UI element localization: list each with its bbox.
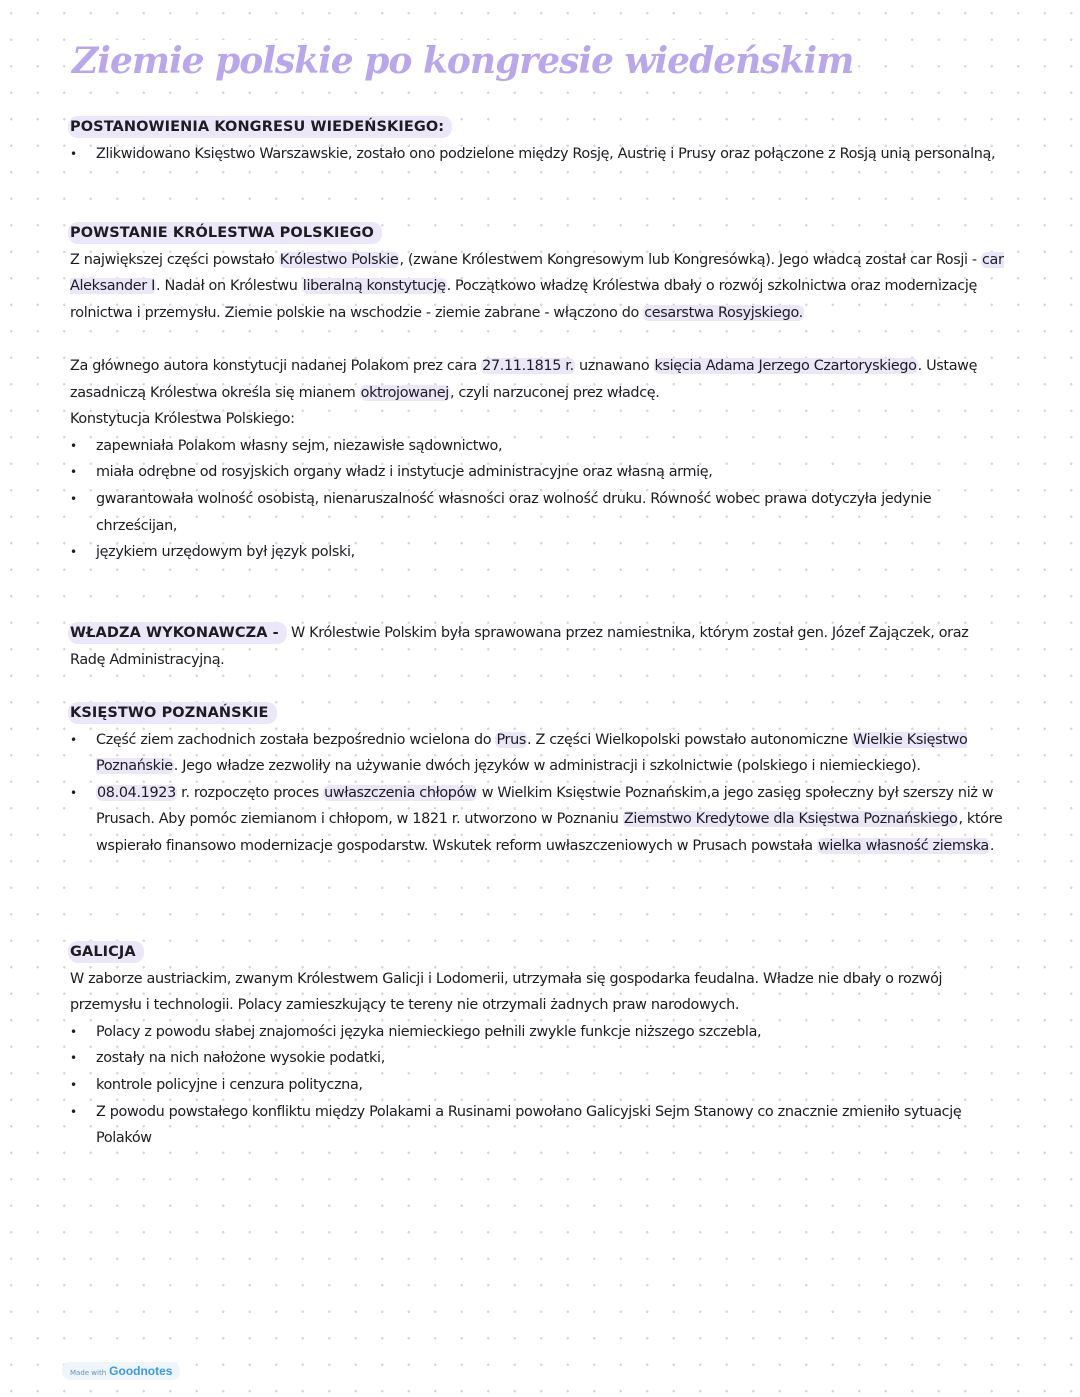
text-segment: , (zwane Królestwem Kongresowym lub Kongresówką). Jego władcą został car Rosji - — [399, 251, 981, 268]
bullet-item — [70, 141, 1005, 168]
bullet-item — [70, 727, 1005, 780]
section-duchy-of-poznan — [70, 700, 1005, 860]
bullet-item — [70, 1099, 1005, 1152]
highlighted-text: 27.11.1815 r. — [482, 357, 574, 374]
section-executive-power — [70, 620, 1005, 673]
highlighted-text: 08.04.1923 — [97, 784, 176, 801]
text-segment: . Z części Wielkopolski powstało autonomiczne — [527, 731, 853, 748]
paragraph — [70, 620, 1005, 673]
text-segment: miała odrębne od rosyjskich organy władz i instytucje administracyjne oraz własną armię, — [96, 464, 713, 481]
executive-power-text: W Królestwie Polskim była sprawowana przez namiestnika, którym został gen. Józef Zajączek, oraz Radę Administracyjną. — [70, 625, 969, 668]
goodnotes-badge — [62, 1362, 180, 1380]
text-segment: uznawano — [574, 357, 654, 374]
highlighted-text: księcia Adama Jerzego Czartoryskiego — [654, 357, 917, 374]
section-heading: WŁADZA WYKONAWCZA - — [68, 622, 287, 644]
paragraph — [70, 247, 1005, 327]
bullet-item — [70, 486, 1005, 539]
highlighted-text: car Aleksander I — [70, 251, 1004, 295]
text-segment: . Ustawę zasadniczą Królestwa określa się mianem — [70, 357, 978, 401]
paragraph — [70, 353, 1005, 406]
section-heading: POSTANOWIENIA KONGRESU WIEDEŃSKIEGO: — [68, 116, 452, 138]
text-segment: Część ziem zachodnich została bezpośrednio wcielona do — [96, 731, 496, 748]
text-segment: Z największej części powstało — [70, 251, 279, 268]
highlighted-text: Królestwo Polskie — [279, 251, 399, 268]
text-segment: . — [989, 837, 995, 854]
text-segment: , czyli narzuconej prez władcę. — [449, 384, 660, 401]
bullet-item — [70, 433, 1005, 460]
text-segment: W zaborze austriackim, zwanym Królestwem Galicji i Lodomerii, utrzymała się gospodarka feudalna. Władze nie dbały o rozwój przemysłu i technologii. Polacy zamieszkujący te tereny nie otrzymali żadnych praw narodowych. — [70, 970, 943, 1014]
section-heading: GALICJA — [68, 941, 144, 963]
bullet-list — [70, 141, 1005, 168]
section-kingdom-of-poland — [70, 220, 1005, 566]
bullet-item — [70, 539, 1005, 566]
bullet-item — [70, 459, 1005, 486]
text-segment: , które wspierało finansowo modernizacje gospodarstw. Wskutek reform uwłaszczeniowych w Prusach powstała — [96, 811, 1003, 854]
highlighted-text: liberalną konstytucję — [302, 278, 446, 295]
bullet-item — [70, 1072, 1005, 1099]
section-congress-decisions — [70, 114, 1005, 167]
text-segment: zostały na nich nałożone wysokie podatki, — [96, 1050, 385, 1067]
text-segment: . Początkowo władzę Królestwa dbały o rozwój szkolnictwa oraz modernizację rolnictwa i przemysłu. Ziemie polskie na wschodzie - ziemie zabrane - włączono do — [70, 278, 977, 321]
text-segment: w Wielkim Księstwie Poznańskim,a jego zasięg społeczny był szerszy niż w Prusach. Aby pomóc ziemianom i chłopom, w 1821 r. utworzono w Poznaniu — [96, 784, 994, 828]
text-segment: . Jego władze zezwoliły na używanie dwóch języków w administracji i szkolnictwie (polskiego i niemieckiego). — [173, 758, 921, 775]
bullet-list — [70, 433, 1005, 566]
footer-prefix: Made with — [70, 1369, 107, 1377]
highlighted-text: wielka własność ziemska — [817, 837, 989, 854]
text-segment: gwarantowała wolność osobistą, nienaruszalność własności oraz wolność druku. Równość wobec prawa dotyczyła jedynie chrześcijan, — [96, 490, 932, 534]
paragraph — [70, 966, 1005, 1019]
highlighted-text: Ziemstwo Kredytowe dla Księstwa Poznańskiego — [623, 811, 958, 828]
text-segment: Za głównego autora konstytucji nadanej Polakom prez cara — [70, 357, 482, 374]
text-segment: Zlikwidowano Księstwo Warszawskie, zostało ono podzielone między Rosję, Austrię i Prusy oraz połączone z Rosją unią personalną, — [96, 145, 996, 162]
bullet-list — [70, 727, 1005, 860]
bullet-item — [70, 1045, 1005, 1072]
highlighted-text: oktrojowanej — [360, 384, 449, 401]
highlighted-text: Wielkie Księstwo Poznańskie — [96, 731, 968, 775]
text-segment: językiem urzędowym był język polski, — [96, 544, 355, 561]
section-heading: POWSTANIE KRÓLESTWA POLSKIEGO — [68, 222, 382, 244]
text-segment: Konstytucja Królestwa Polskiego: — [70, 411, 295, 428]
bullet-list — [70, 1019, 1005, 1152]
section-heading: KSIĘSTWO POZNAŃSKIE — [68, 702, 277, 724]
text-segment: Z powodu powstałego konfliktu między Polakami a Rusinami powołano Galicyjski Sejm Stanowy co znacznie zmieniło sytuację Polaków — [96, 1103, 962, 1147]
page-title: Ziemie polskie po kongresie wiedeńskim — [68, 40, 857, 82]
goodnotes-logo: Goodnotes — [109, 1364, 173, 1378]
paragraph — [70, 406, 1005, 433]
text-segment: Polacy z powodu słabej znajomości języka niemieckiego pełnili zwykle funkcje niższego szczebla, — [96, 1023, 762, 1040]
section-galicia — [70, 939, 1005, 1152]
text-segment: kontrole policyjne i cenzura polityczna, — [96, 1076, 363, 1093]
highlighted-text: uwłaszczenia chłopów — [324, 784, 477, 801]
text-segment: zapewniała Polakom własny sejm, niezawisłe sądownictwo, — [96, 437, 503, 454]
text-segment: . Nadał on Królestwu — [156, 278, 302, 295]
highlighted-text: Prus — [496, 731, 527, 748]
highlighted-text: cesarstwa Rosyjskiego. — [644, 304, 803, 321]
bullet-item — [70, 1019, 1005, 1046]
text-segment: r. rozpoczęto proces — [176, 784, 324, 801]
bullet-item — [70, 780, 1005, 860]
